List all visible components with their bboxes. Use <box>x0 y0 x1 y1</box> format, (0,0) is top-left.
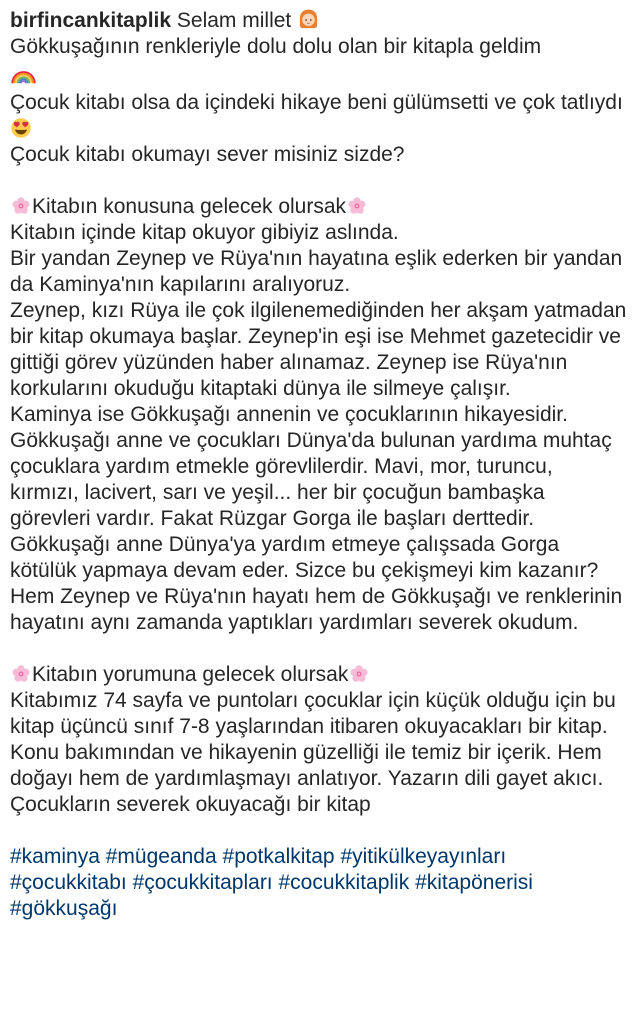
cherry-blossom-icon <box>10 195 32 217</box>
hashtag-link[interactable]: #çocukkitabı <box>10 871 127 894</box>
heading-text: Kitabın konusuna gelecek olursak <box>32 195 347 218</box>
section-topic-heading <box>10 194 627 220</box>
hashtag-link[interactable]: #cocukkitaplik <box>278 871 410 894</box>
hashtag-link[interactable]: #yitikülkeyayınları <box>340 845 507 868</box>
caption-text: Çocuk kitabı okumayı sever misiniz sizde? <box>10 143 405 166</box>
caption-paragraph: Kaminya ise Gökkuşağı annenin ve çocuklarının hikayesidir. <box>10 403 568 426</box>
blank-line <box>10 818 627 844</box>
hashtag-link[interactable]: #gökkuşağı <box>10 897 118 920</box>
hashtag-link[interactable]: #çocukkitapları <box>132 871 273 894</box>
caption-first-line <box>10 8 627 34</box>
caption-paragraph: Kitabın içinde kitap okuyor gibiyiz aslında. <box>10 221 399 244</box>
blank-line <box>10 636 627 662</box>
blank-line <box>10 168 627 194</box>
caption-paragraph: Bir yandan Zeynep ve Rüya'nın hayatına eşlik ederken bir yandan da Kaminya'nın kapılarını aralıyoruz. <box>10 247 623 296</box>
hashtag-link[interactable]: #potkalkitap <box>222 845 335 868</box>
heart-eyes-emoji <box>10 117 32 139</box>
greeting-text: Selam millet <box>176 9 292 32</box>
cherry-blossom-icon <box>10 663 32 685</box>
caption-text <box>10 60 627 90</box>
caption-paragraph: Kitabımız 74 sayfa ve puntoları çocuklar için küçük olduğu için bu kitap üçüncü sınıf 7-8 yaşlarından itibaren okuyacakları bir kitap. Konu bakımından ve hikayenin güzelliği ile temiz bir içerik. Hem doğayı hem de yardımlaşmayı anlatıyor. Yazarın dili gayet akıcı. Çocukların severek okuyacağı bir kitap <box>10 689 616 816</box>
girl-emoji <box>297 8 320 31</box>
caption-text: Gökkuşağının renkleriyle dolu dolu olan bir kitapla geldim <box>10 35 542 58</box>
caption-paragraph: Gökkuşağı anne ve çocukları Dünya'da bulunan yardıma muhtaç çocuklara yardım etmekle görevlilerdir. Mavi, mor, turuncu, kırmızı, lacivert, sarı ve yeşil... her bir çocuğun bambaşka görevleri vardır. Fakat Rüzgar Gorga ile başları derttedir. <box>10 429 612 530</box>
username-link[interactable]: birfincankitaplik <box>10 9 172 32</box>
cherry-blossom-icon <box>346 195 368 217</box>
hashtag-block <box>10 844 627 922</box>
caption-text <box>10 90 627 142</box>
section-review-heading <box>10 662 627 688</box>
cherry-blossom-icon <box>348 663 370 685</box>
hashtag-link[interactable]: #kitapönerisi <box>415 871 533 894</box>
hashtag-link[interactable]: #kaminya <box>10 845 100 868</box>
heading-text: Kitabın yorumuna gelecek olursak <box>32 663 349 686</box>
caption-paragraph: Zeynep, kızı Rüya ile çok ilgilenemediğinden her akşam yatmadan bir kitap okumaya başlar. Zeynep'in eşi ise Mehmet gazetecidir ve gittiği görev yüzünden haber alınamaz. Zeynep ise Rüya'nın korkularını okuduğu kitaptaki dünya ile silmeye çalışır. <box>10 299 627 400</box>
hashtag-link[interactable]: #mügeanda <box>105 845 217 868</box>
caption-text: Çocuk kitabı olsa da içindeki hikaye beni gülümsetti ve çok tatlıydı <box>10 91 623 114</box>
caption-paragraph: Gökkuşağı anne Dünya'ya yardım etmeye çalışsada Gorga kötülük yapmaya devam eder. Sizce bu çekişmeyi kim kazanır? Hem Zeynep ve Rüya'nın hayatı hem de Gökkuşağı ve renklerinin hayatını aynı zamanda yaptıkları yardımları severek okudum. <box>10 533 623 634</box>
rainbow-emoji <box>10 60 37 87</box>
